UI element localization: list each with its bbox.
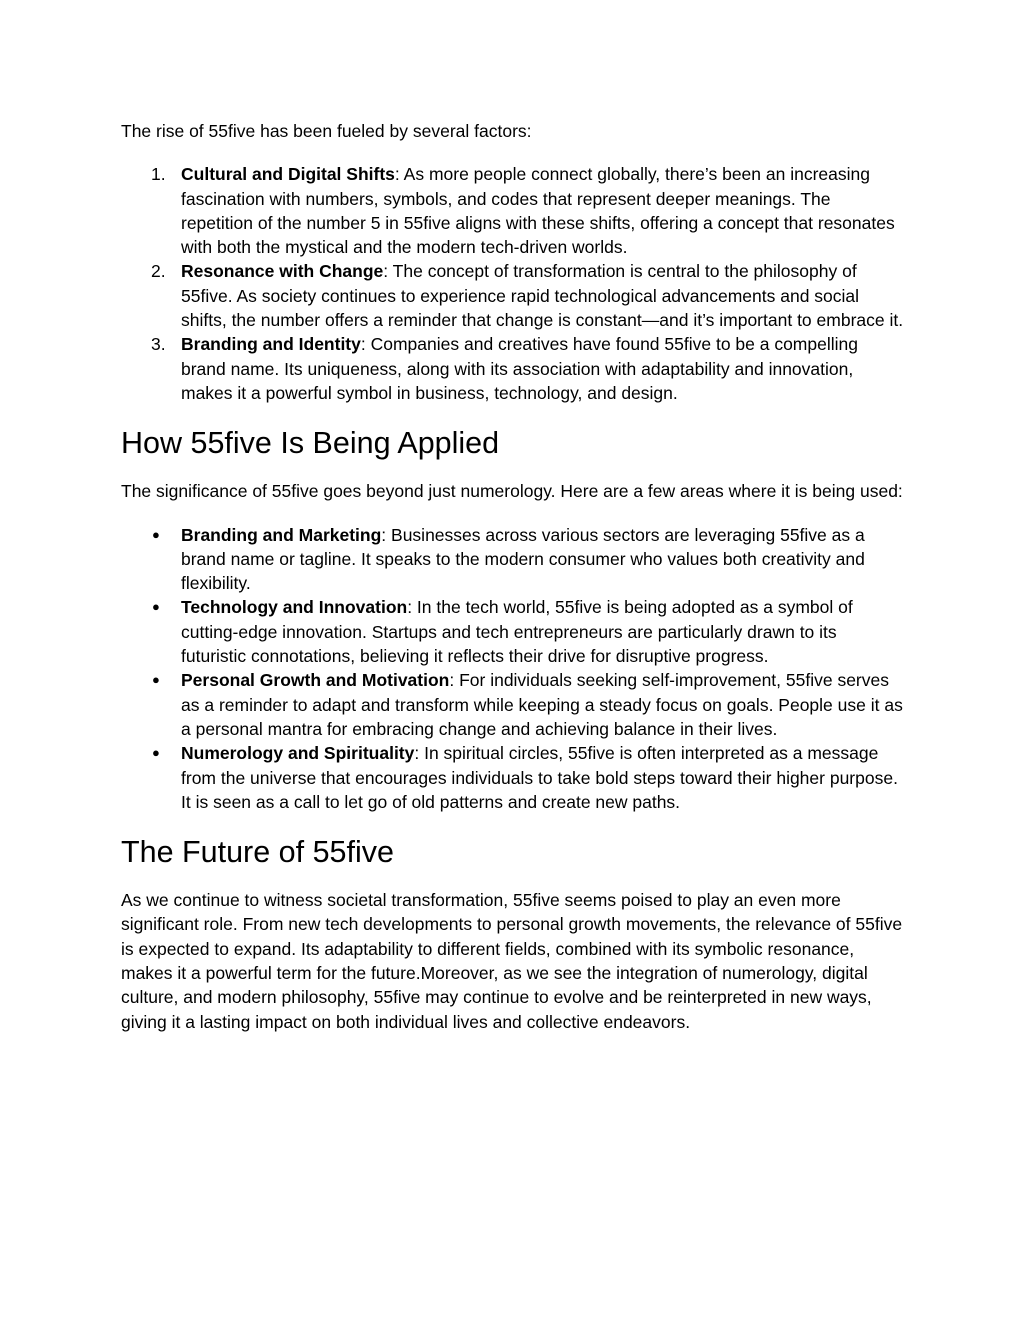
factors-list: [121, 162, 906, 405]
applied-item-text: : For individuals seeking self-improvement, 55five serves as a reminder to adapt and transform while keeping a steady focus on goals. People use it as a personal mantra for embracing change and achieving balance in their lives.: [181, 670, 903, 739]
document-page: [121, 119, 906, 1034]
factor-text: : The concept of transformation is central to the philosophy of 55five. As society continues to experience rapid technological advancements and social shifts, the number offers a reminder that change is constant—and it’s important to embrace it.: [181, 261, 904, 331]
applied-intro: The significance of 55five goes beyond just numerology. Here are a few areas where it is being used:: [121, 481, 903, 502]
bullet-icon: ●: [152, 599, 160, 615]
applied-item: [121, 595, 906, 668]
list-number: 1.: [151, 164, 166, 185]
factor-title: Cultural and Digital Shifts: [181, 164, 395, 185]
bullet-icon: ●: [152, 672, 160, 688]
applied-item-title: Personal Growth and Motivation: [181, 670, 450, 691]
applied-item-title: Technology and Innovation: [181, 597, 408, 618]
future-body: As we continue to witness societal transformation, 55five seems poised to play an even more significant role. From new tech developments to personal growth movements, the relevance of 55five is expected to expand. Its adaptability to different fields, combined with its symbolic resonance, makes it a powerful term for the future.Moreover, as we see the integration of numerology, digital culture, and modern philosophy, 55five may continue to evolve and be reinterpreted in new ways, giving it a lasting impact on both individual lives and collective endeavors.: [121, 890, 903, 1032]
applied-item-text: : In the tech world, 55five is being adopted as a symbol of cutting-edge innovation. Startups and tech entrepreneurs are particularly drawn to its futuristic connotations, believing it reflects their drive for disruptive progress.: [181, 597, 853, 667]
applied-item-title: Numerology and Spirituality: [181, 743, 415, 764]
list-number: 3.: [151, 334, 166, 355]
applied-item: [121, 741, 906, 814]
factor-title: Resonance with Change: [181, 261, 384, 282]
bullet-icon: ●: [152, 526, 160, 542]
applied-item-text: : Businesses across various sectors are leveraging 55five as a brand name or tagline. It speaks to the modern consumer who values both creativity and flexibility.: [181, 524, 865, 594]
future-heading: The Future of 55five: [121, 835, 394, 870]
factor-item: [121, 162, 906, 259]
factor-text: : Companies and creatives have found 55five to be a compelling brand name. Its uniqueness, along with its association with adaptability and innovation, makes it a powerful symbol in business, technology, and design.: [181, 334, 858, 403]
bullet-icon: ●: [152, 745, 160, 761]
factor-item: [121, 332, 906, 405]
factor-text: : As more people connect globally, there’s been an increasing fascination with numbers, symbols, and codes that represent deeper meanings. The repetition of the number 5 in 55five aligns with these shifts, offering a concept that resonates with both the mystical and the modern tech-driven worlds.: [181, 164, 895, 258]
factor-title: Branding and Identity: [181, 334, 361, 355]
applied-heading: How 55five Is Being Applied: [121, 426, 500, 461]
factor-item: [121, 259, 906, 332]
factors-intro: The rise of 55five has been fueled by several factors:: [121, 121, 532, 141]
applied-item: [121, 668, 906, 741]
list-number: 2.: [151, 261, 166, 282]
applied-item-title: Branding and Marketing: [181, 524, 382, 545]
applied-item-text: : In spiritual circles, 55five is often interpreted as a message from the universe that encourages individuals to take bold steps toward their higher purpose. It is seen as a call to let go of old patterns and create new paths.: [181, 743, 898, 812]
applied-list: [121, 523, 906, 815]
applied-item: [121, 523, 906, 596]
